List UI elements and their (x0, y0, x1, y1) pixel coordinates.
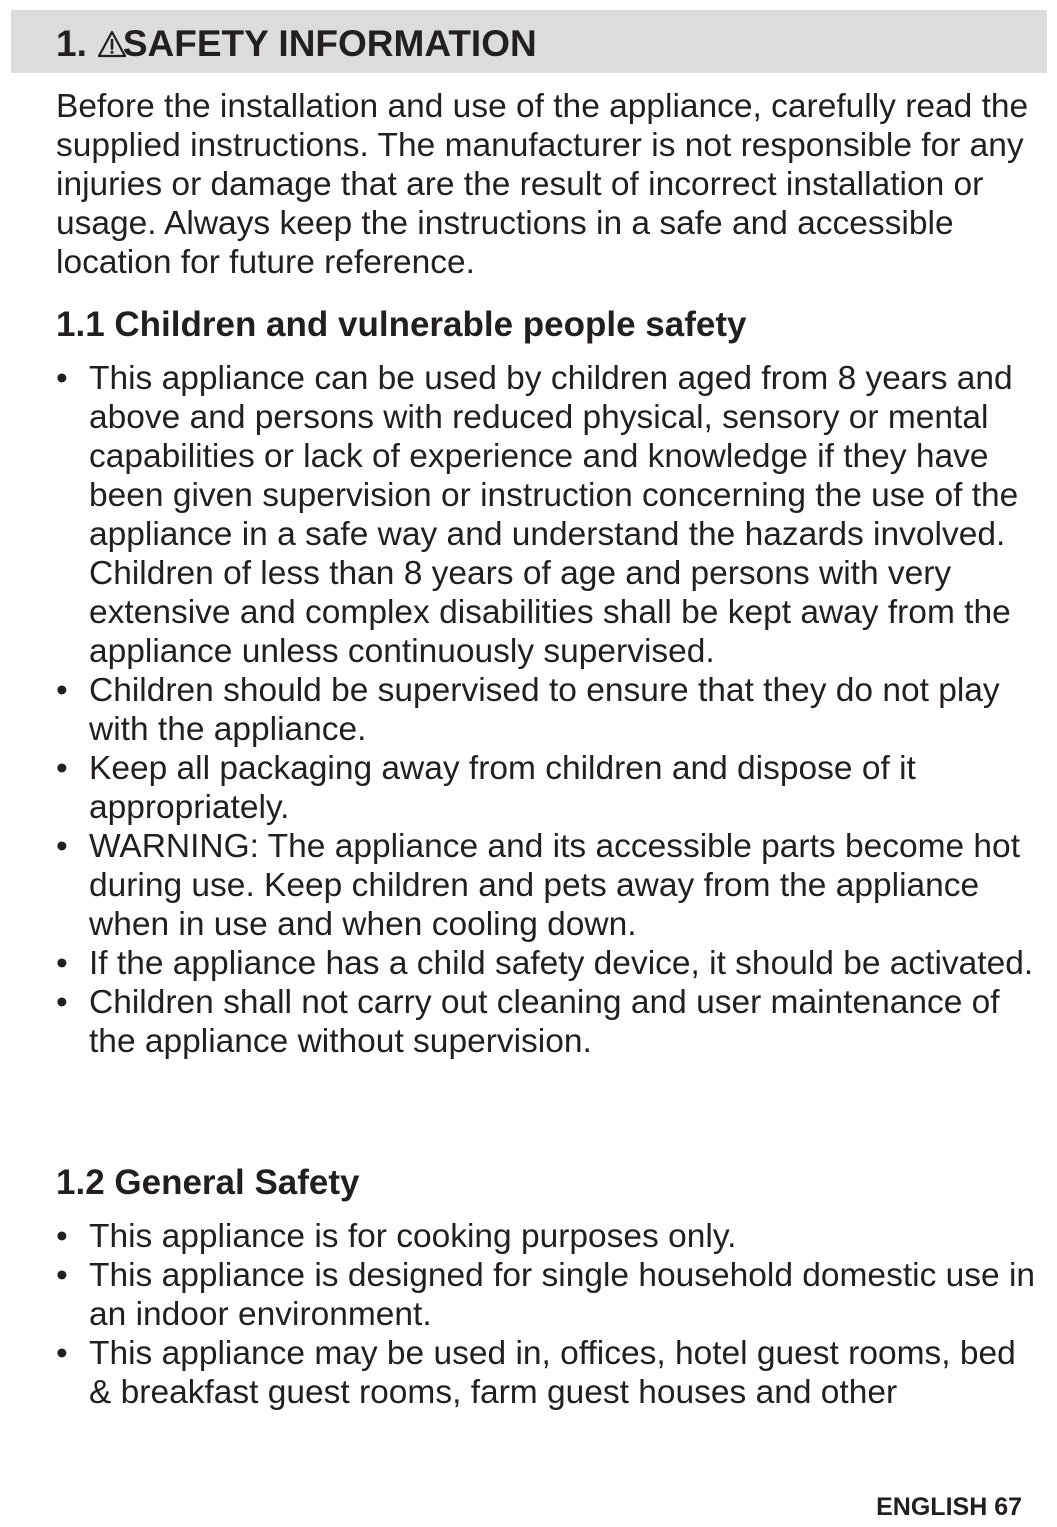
page-title (56, 22, 537, 66)
bullet-marker: • (56, 750, 68, 787)
section-number: 1. (56, 23, 87, 64)
list-item (56, 1334, 1046, 1412)
subheading-children-safety: 1.1 Children and vulnerable people safety (56, 305, 747, 344)
bullet-marker: • (56, 984, 68, 1021)
list-item (56, 1256, 1046, 1334)
list-item-text: This appliance may be used in, offices, hotel guest rooms, bed & breakfast guest rooms, farm guest houses and other (89, 1335, 1016, 1411)
list-item-text: WARNING: The appliance and its accessible parts become hot during use. Keep children and pets away from the appliance when in use and when cooling down. (89, 828, 1020, 943)
page-footer-label: ENGLISH 67 (876, 1493, 1022, 1521)
bullet-marker: • (56, 1218, 68, 1255)
list-item-text: This appliance is designed for single household domestic use in an indoor environment. (89, 1257, 1036, 1333)
subheading-general-safety: 1.2 General Safety (56, 1163, 360, 1202)
bullet-marker: • (56, 1335, 68, 1372)
list-item (56, 359, 1046, 671)
general-safety-list (56, 1217, 1046, 1412)
bullet-marker: • (56, 945, 68, 982)
list-item-text: This appliance is for cooking purposes only. (89, 1218, 737, 1255)
list-item-text: Keep all packaging away from children and dispose of it appropriately. (89, 750, 916, 826)
bullet-marker: • (56, 672, 68, 709)
list-item (56, 749, 1046, 827)
intro-paragraph: Before the installation and use of the appliance, carefully read the supplied instructions. The manufacturer is not responsible for any injuries or damage that are the result of incorrect installation or usage. Always keep the instructions in a safe and accessible location for future reference. (56, 88, 1029, 281)
section-title: SAFETY INFORMATION (122, 23, 537, 64)
bullet-marker: • (56, 1257, 68, 1294)
list-item-text: This appliance can be used by children aged from 8 years and above and persons with reduced physical, sensory or mental capabilities or lack of experience and knowledge if they have been given supervision or instruction concerning the use of the appliance in a safe way and understand the hazards involved. Children of less than 8 years of age and persons with very extensive and complex disabilities shall be kept away from the appliance unless continuously supervised. (89, 360, 1019, 670)
list-item (56, 827, 1046, 944)
list-item (56, 1217, 1046, 1256)
list-item (56, 983, 1046, 1061)
list-item-text: Children should be supervised to ensure that they do not play with the appliance. (89, 672, 1000, 748)
children-safety-list (56, 359, 1046, 1061)
bullet-marker: • (56, 360, 68, 397)
list-item (56, 944, 1046, 983)
list-item-text: Children shall not carry out cleaning and user maintenance of the appliance without supervision. (89, 984, 1000, 1060)
list-item-text: If the appliance has a child safety device, it should be activated. (89, 945, 1034, 982)
list-item (56, 671, 1046, 749)
bullet-marker: • (56, 828, 68, 865)
